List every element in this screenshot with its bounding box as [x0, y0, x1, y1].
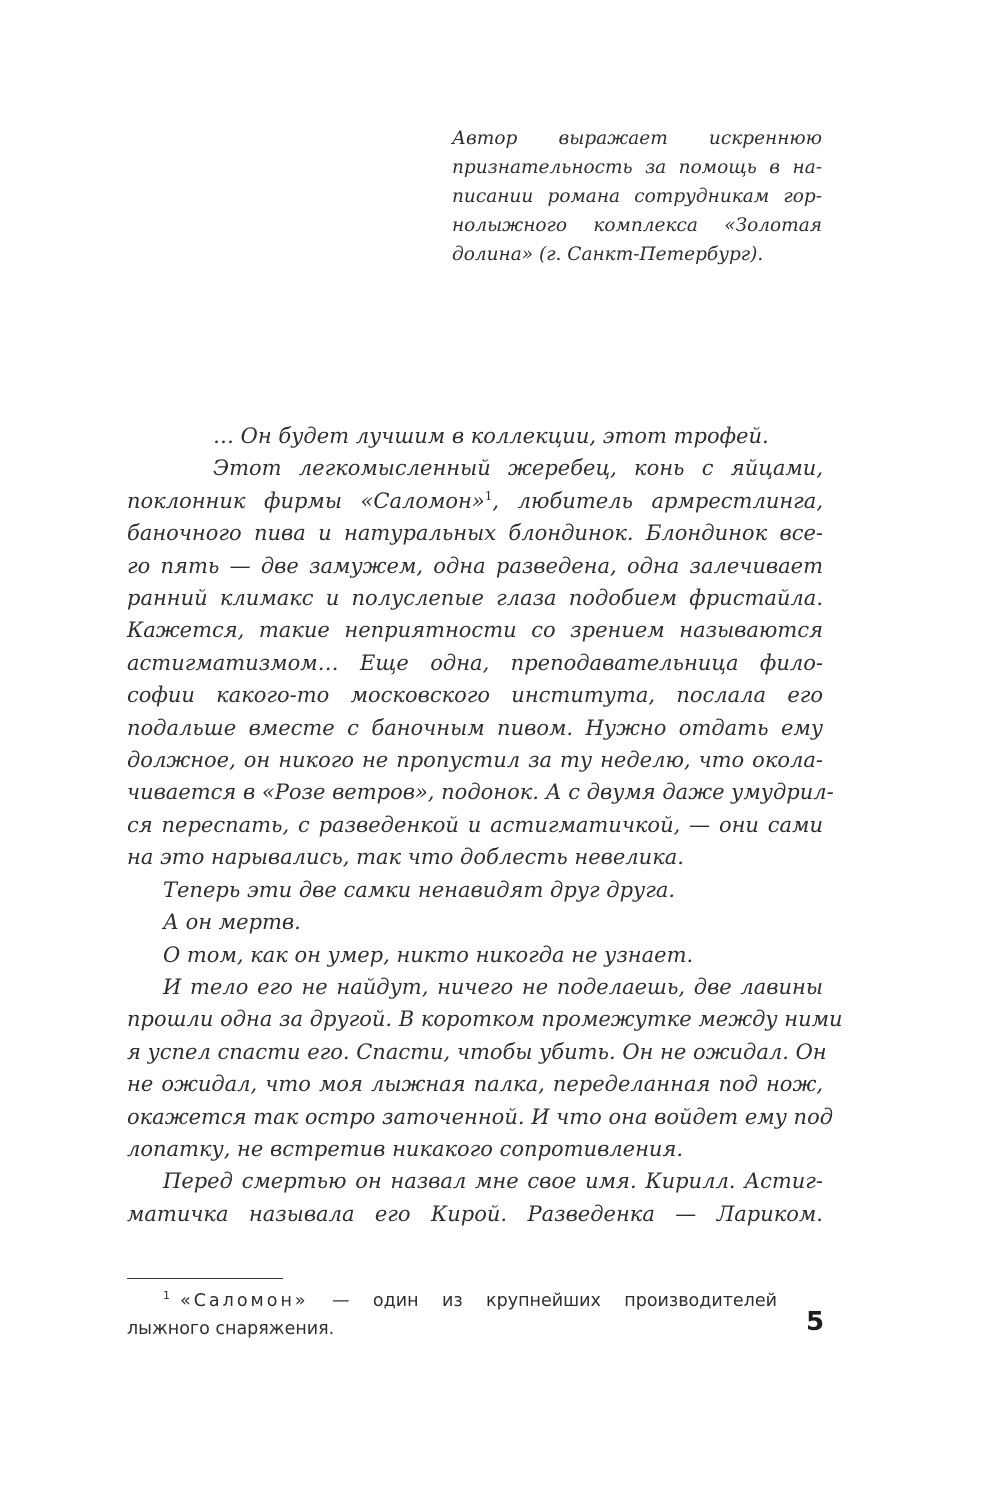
- text-line: Этот легкомысленный жеребец, конь с яйцами,: [213, 456, 823, 481]
- footnote-text: — один из крупнейших производителей: [308, 1291, 777, 1311]
- text-line: ранний климакс и полуслепые глаза подобием фристайла.: [127, 586, 823, 611]
- footnote-mark: 1: [163, 1289, 170, 1303]
- footnote-ref: 1: [484, 488, 493, 503]
- text-line: Кажется, такие неприятности со зрением называются: [127, 618, 823, 643]
- body-text: [127, 420, 843, 1230]
- footnote-line: лыжного снаряжения.: [127, 1319, 335, 1339]
- text-line: должное, он никого не пропустил за ту неделю, что окола-: [127, 748, 823, 773]
- text-line: О том, как он умер, никто никогда не узнает.: [163, 942, 694, 967]
- epigraph: [452, 124, 822, 269]
- text-line: Теперь эти две самки ненавидят друг друга.: [163, 877, 676, 902]
- text-line: А он мертв.: [163, 910, 301, 935]
- text-line: … Он будет лучшим в коллекции, этот трофей.: [213, 424, 769, 448]
- text-line: лопатку, не встретив никакого сопротивления.: [127, 1136, 684, 1161]
- epigraph-line: долина» (г. Санкт-Петербург).: [452, 244, 764, 265]
- text-line: чивается в «Розе ветров», подонок. А с двумя даже умудрил-: [127, 780, 834, 805]
- footnote-term: «Саломон»: [180, 1291, 309, 1311]
- text-line: матичка называла его Кирой. Разведенка — Лариком.: [127, 1201, 823, 1226]
- page-number: 5: [806, 1307, 825, 1337]
- epigraph-line: нолыжного комплекса «Золотая: [452, 215, 822, 236]
- text-line: ся переспать, с разведенкой и астигматичкой, — они сами: [127, 812, 823, 837]
- text-line: го пять — две замужем, одна разведена, одна залечивает: [127, 553, 823, 578]
- text-line: астигматизмом… Еще одна, преподавательница фило-: [127, 650, 823, 675]
- text-line: прошли одна за другой. В коротком промежутке между ними: [127, 1007, 843, 1032]
- text-line: окажется так остро заточенной. И что она войдет ему под: [127, 1104, 834, 1129]
- epigraph-line: признательность за помощь в на-: [452, 157, 822, 178]
- epigraph-line: писании романа сотрудникам гор-: [452, 186, 822, 207]
- text-fragment: , любитель армрестлинга,: [492, 488, 823, 513]
- text-line: на это нарывались, так что доблесть невелика.: [127, 845, 684, 870]
- footnote-divider: [127, 1278, 283, 1279]
- text-line: подальше вместе с баночным пивом. Нужно отдать ему: [127, 715, 823, 740]
- text-line: [127, 485, 823, 517]
- text-line: я успел спасти его. Спасти, чтобы убить. Он не ожидал. Он: [127, 1039, 827, 1064]
- text-line: баночного пива и натуральных блондинок. Блондинок все-: [127, 521, 823, 546]
- text-line: Перед смертью он назвал мне свое имя. Кирилл. Астиг-: [163, 1169, 823, 1194]
- text-fragment: поклонник фирмы «Саломон»: [127, 488, 485, 513]
- text-line: И тело его не найдут, ничего не поделаешь, две лавины: [163, 974, 823, 999]
- text-line: не ожидал, что моя лыжная палка, переделанная под нож,: [127, 1072, 823, 1097]
- footnote: [127, 1287, 777, 1343]
- text-line: софии какого-то московского института, послала его: [127, 683, 823, 708]
- footnote-line: [127, 1287, 777, 1315]
- epigraph-line: Автор выражает искреннюю: [452, 128, 822, 149]
